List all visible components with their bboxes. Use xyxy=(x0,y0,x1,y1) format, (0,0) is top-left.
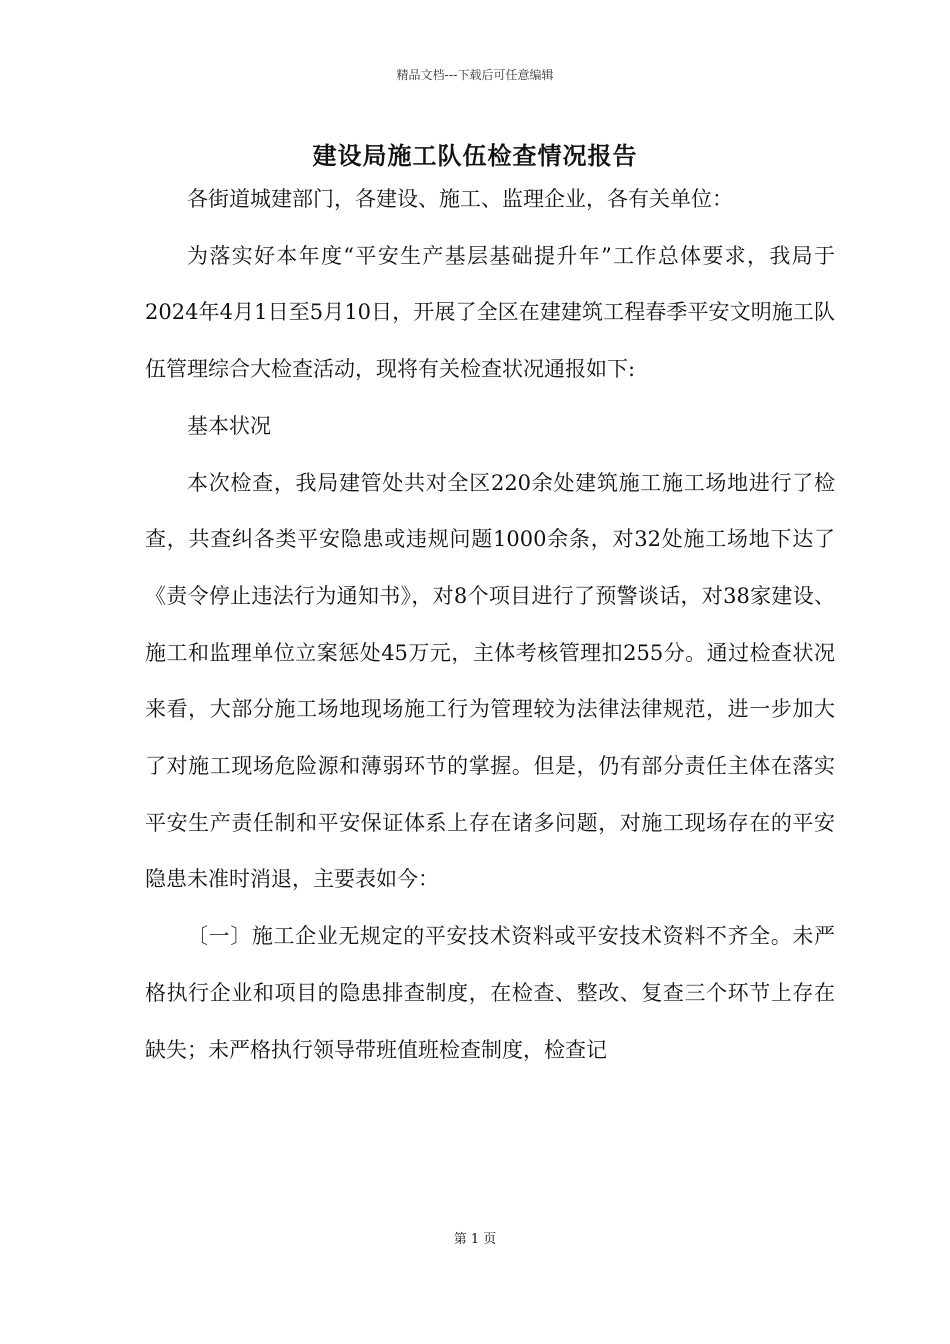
section-heading-basic-status: 基本状况 xyxy=(187,413,271,438)
paragraph-inspection-results: 本次检查，我局建管处共对全区220余处建筑施工施工场地进行了检查，共查纠各类平安隐患或违规问题1000余条，对32处施工场地下达了《责令停止违法行为通知书》，对8个项目进行了预警谈话，对38家建设、施工和监理单位立案惩处45万元，主体考核管理扣255分。通过检查状况来看，大部分施工场地现场施工行为管理较为法律法律规范，进一步加大了对施工现场危险源和薄弱环节的掌握。但是，仍有部分责任主体在落实平安生产责任制和平安保证体系上存在诸多问题，对施工现场存在的平安隐患未准时消退，主要表如今： xyxy=(145,470,835,892)
page-number: 第 1 页 xyxy=(453,1232,497,1247)
header-note: 精品文档---下载后可任意编辑 xyxy=(396,68,554,82)
paragraph-intro: 为落实好本年度“平安生产基层基础提升年”工作总体要求，我局于2024年4月1日至5月10日，开展了全区在建建筑工程春季平安文明施工队伍管理综合大检查活动，现将有关检查状况通报如下: xyxy=(145,243,835,382)
paragraph-item-one: 〔一〕施工企业无规定的平安技术资料或平安技术资料不齐全。未严格执行企业和项目的隐患排查制度，在检查、整改、复查三个环节上存在缺失；未严格执行领导带班值班检查制度，检查记 xyxy=(145,924,835,1062)
document-title: 建设局施工队伍检查情况报告 xyxy=(312,141,638,170)
paragraph-salutation: 各街道城建部门，各建设、施工、监理企业，各有关单位： xyxy=(187,187,733,211)
document-body xyxy=(145,171,835,1078)
